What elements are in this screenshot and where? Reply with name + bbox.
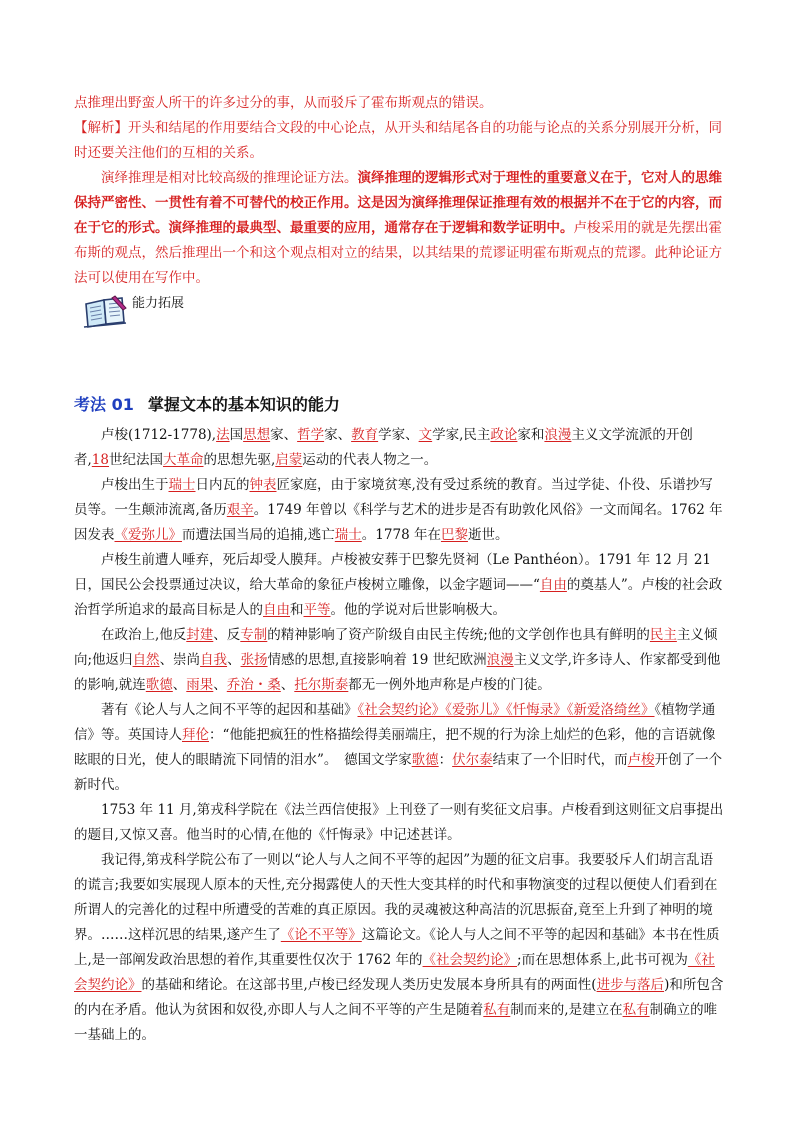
link-term[interactable]: 平等 (303, 602, 331, 618)
link-term[interactable]: 自然 (132, 652, 160, 668)
link-term[interactable]: 巴黎 (440, 527, 468, 543)
deduction-conclusion: 卢梭采用的就是先摆出霍布斯的观点，然后推理出一个和这个观点相对立的结果，以其结果的荒谬证明霍布斯观点的荒谬。此种论证方法可以使用在写作中。 (74, 220, 722, 286)
link-term[interactable]: 瑞士 (334, 527, 362, 543)
link-term[interactable]: 哲学 (297, 427, 325, 443)
link-term[interactable]: 拜伦 (182, 727, 209, 743)
body-text (74, 423, 726, 1048)
link-term[interactable]: 封建 (186, 627, 214, 643)
link-term[interactable]: 政论 (490, 427, 518, 443)
link-term[interactable]: 雨果 (186, 677, 214, 693)
deduction-intro: 演绎推理是相对比较高级的推理论证方法。 (101, 170, 358, 186)
link-term[interactable]: 18 (91, 452, 109, 468)
link-term[interactable]: 钟表 (249, 477, 277, 493)
paragraph-legacy: 卢梭生前遭人唾弃，死后却受人膜拜。卢梭被安葬于巴黎先贤祠（Le Panthéon）。1791 年 12 月 21 日，国民公会投票通过决议，给大革命的象征卢梭树立雕像，以金字题词——“自由的奠基人”。卢梭的社会政治哲学所追求的最高目标是人的自由和平等。他的学说对后世影响极大。 (74, 552, 723, 618)
paragraph-works: 著有《论人与人之间不平等的起因和基础》《社会契约论》《爱弥儿》《忏悔录》《新爱洛绮丝》《植物学通信》等。英国诗人拜伦：“他能把疯狂的性格描绘得美丽端庄，把不规的行为涂上灿烂的色彩，他的言语就像眩眼的日光，使人的眼睛流下同情的泪水”。 德国文学家歌德：伏尔泰结束了一个旧时代，而卢梭开创了一个新时代。 (74, 702, 723, 793)
link-term[interactable]: 大革命 (162, 452, 204, 468)
link-term[interactable]: 《忏悔录》 (506, 702, 567, 718)
ability-label: 能力拓展 (132, 296, 185, 311)
link-term[interactable]: 浪漫 (486, 652, 514, 668)
link-term[interactable]: 卢梭 (627, 752, 655, 768)
link-term[interactable]: 《社会契约论》 (74, 952, 715, 993)
section-heading (74, 392, 340, 415)
link-term[interactable]: 《新爱洛绮丝》 (566, 702, 655, 718)
deduction-paragraph (74, 166, 726, 291)
link-term[interactable]: 启蒙 (275, 452, 303, 468)
link-term[interactable]: 《爱弥儿》 (445, 702, 506, 718)
link-term[interactable]: 浪漫 (544, 427, 572, 443)
link-term[interactable]: 张扬 (240, 652, 268, 668)
analysis-block (74, 91, 726, 291)
jiexi-text: 开头和结尾的作用要结合文段的中心论点，从开头和结尾各自的功能与论点的关系分别展开分析，同时还要关注他们的互相的关系。 (74, 120, 722, 161)
link-term[interactable]: 私有 (622, 1002, 650, 1018)
link-term[interactable]: 法 (216, 427, 230, 443)
analysis-line-1: 点推理出野蛮人所干的许多过分的事，从而驳斥了霍布斯观点的错误。 (74, 95, 493, 111)
link-term[interactable]: 歌德 (145, 677, 173, 693)
link-term[interactable]: 私有 (483, 1002, 511, 1018)
link-term[interactable]: 歌德 (411, 752, 439, 768)
link-term[interactable]: 艰辛 (226, 502, 254, 518)
section-number: 考法 01 (74, 395, 134, 414)
link-term[interactable]: 托尔斯泰 (294, 677, 349, 693)
link-term[interactable]: 文 (418, 427, 433, 443)
link-term[interactable]: 自我 (200, 652, 228, 668)
jiexi-paragraph (74, 116, 726, 166)
paragraph-influence: 在政治上,他反封建、反专制的精神影响了资产阶级自由民主传统;他的文学创作也具有鲜明的民主主义倾向;他返归自然、崇尚自我、张扬情感的思想,直接影响着 19 世纪欧洲浪漫主义文学,许多诗人、作家都受到他的影响,就连歌德、雨果、乔治・桑、托尔斯泰都无一例外地声称是卢梭的门徒。 (74, 627, 721, 693)
link-term[interactable]: 自由 (539, 577, 567, 593)
link-term[interactable]: 乔治・桑 (226, 677, 281, 693)
link-term[interactable]: 《论不平等》 (280, 927, 362, 943)
link-term[interactable]: 《社会契约论》 (357, 702, 446, 718)
deduction-bold: 演绎推理的逻辑形式对于理性的重要意义在于，它对人的思维保持严密性、一贯性有着不可替代的校正作用。这是因为演绎推理保证推理有效的根据并不在于它的内容，而在于它的形式。演绎推理的最典型、最重要的应用，通常存在于逻辑和数学证明中。 (74, 170, 722, 236)
book-icon (82, 294, 128, 330)
link-term[interactable]: 教育 (351, 427, 379, 443)
paragraph-essay-contest: 1753 年 11 月,第戎科学院在《法兰西信使报》上刊登了一则有奖征文启事。卢梭看到这则征文启事提出的题目,又惊又喜。他当时的心情,在他的《忏悔录》中记述甚详。 (74, 802, 724, 843)
link-term[interactable]: 《社会契约论》 (422, 952, 518, 968)
link-term[interactable]: 思想 (243, 427, 271, 443)
section-title: 掌握文本的基本知识的能力 (147, 395, 340, 414)
jiexi-tag: 【解析】 (74, 120, 128, 136)
paragraph-biography: 卢梭(1712-1778),法国思想家、哲学家、教育学家、文学家,民主政论家和浪漫主义文学流派的开创者,18世纪法国大革命的思想先驱,启蒙运动的代表人物之一。 (74, 427, 693, 468)
paragraph-confessions-quote: 我记得,第戎科学院公布了一则以“论人与人之间不平等的起因”为题的征文启事。我要驳斥人们胡言乱语的谎言;我要如实展现人原本的天性,充分揭露使人的天性大变其样的时代和事物演变的过程以便使人们看到在所谓人的完善化的过程中所遭受的苦难的真正原因。我的灵魂被这种高洁的沉思振奋,竟至上升到了神明的境界。……这样沉思的结果,遂产生了《论不平等》这篇论文。《论人与人之间不平等的起因和基础》本书在性质上,是一部阐发政治思想的着作,其重要性仅次于 1762 年的《社会契约论》;而在思想体系上,此书可视为《社会契约论》的基础和绪论。在这部书里,卢梭已经发现人类历史发展本身所具有的两面性(进步与落后)和所包含的内在矛盾。他认为贫困和奴役,亦即人与人之间不平等的产生是随着私有制而来的,是建立在私有制确立的唯一基础上的。 (74, 852, 724, 1043)
link-term[interactable]: 瑞士 (168, 477, 196, 493)
link-term[interactable]: 民主 (649, 627, 677, 643)
link-term[interactable]: 《爱弥儿》 (114, 527, 182, 543)
link-term[interactable]: 自由 (263, 602, 290, 618)
paragraph-early-life: 卢梭出生于瑞士日内瓦的钟表匠家庭，由于家境贫寒,没有受过系统的教育。当过学徒、仆役、乐谱抄写员等。一生颠沛流离,备历艰辛。1749 年曾以《科学与艺术的进步是否有助敦化风俗》一文而闻名。1762 年因发表《爱弥儿》而遭法国当局的追捕,逃亡瑞士。1778 年在巴黎逝世。 (74, 477, 723, 543)
link-term[interactable]: 进步与落后 (596, 977, 665, 993)
link-term[interactable]: 专制 (240, 627, 268, 643)
link-term[interactable]: 伏尔泰 (452, 752, 493, 768)
